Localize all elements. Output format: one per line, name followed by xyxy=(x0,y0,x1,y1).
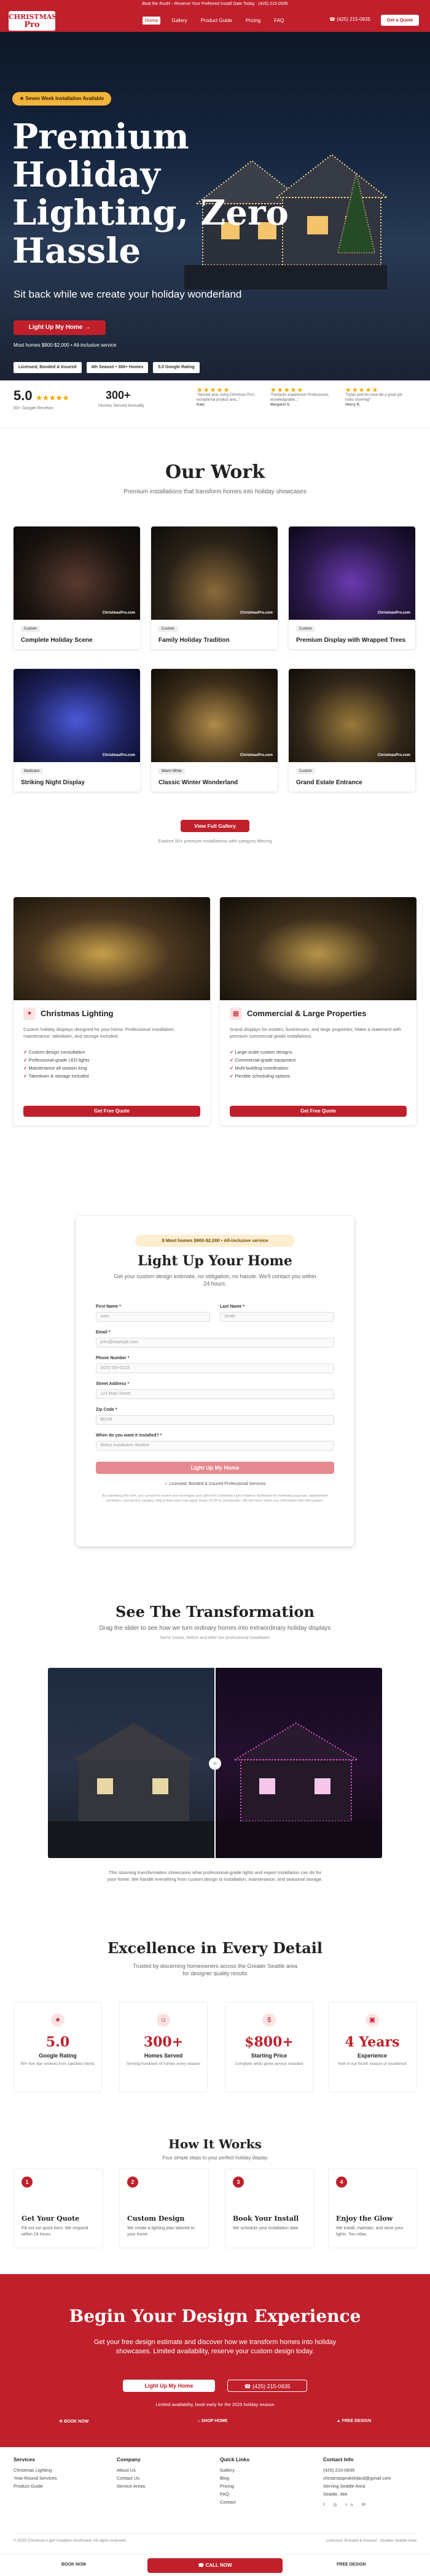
image-watermark: ChristmasPro.com xyxy=(240,611,273,615)
star-icon: ★ xyxy=(51,2013,64,2027)
nav-phone-text: (425) 215-0935 xyxy=(337,17,370,22)
gallery-card-title: Complete Holiday Scene xyxy=(21,637,93,644)
testimonial-author: Henry R. xyxy=(345,403,361,407)
first-name-label: First Name * xyxy=(96,1305,121,1309)
footer-link[interactable]: Contact xyxy=(220,2499,236,2505)
service-description: Custom holiday displays designed for your home. Professional installation, maintenance, takedown, and storage included. xyxy=(23,1027,175,1039)
rating-value: 5.0 xyxy=(14,388,33,403)
view-gallery-button[interactable]: View Full Gallery xyxy=(181,820,249,832)
feature-item: ✓ Takedown & storage included xyxy=(23,1072,90,1080)
transform-caption: This stunning transformation showcases what professional-grade lights and expert installation can do for your home. We handle everything from custom design to installation, maintenance, and seasonal storage. xyxy=(107,1870,323,1882)
footer-heading: Contact Info xyxy=(323,2456,354,2462)
get-quote-button[interactable]: Get a Quote xyxy=(381,15,419,26)
footer-link[interactable]: Pricing xyxy=(220,2483,234,2489)
footer-link[interactable]: Contact Us xyxy=(117,2475,140,2481)
dollar-icon: $ xyxy=(262,2013,276,2027)
stat-label: Starting Price xyxy=(251,2053,287,2059)
nav-link-home[interactable]: Home xyxy=(143,17,160,25)
quote-form xyxy=(76,1216,354,1546)
excellence-subtitle: Trusted by discerning homeowners across the Greater Seattle area for designer quality results xyxy=(133,1963,297,1976)
service-card-christmas xyxy=(14,897,210,1125)
testimonial xyxy=(270,388,332,407)
stat-card xyxy=(328,2002,416,2092)
announcement-phone[interactable]: (425) 215-0935 xyxy=(258,2,288,6)
form-title: Light Up Your Home xyxy=(138,1253,292,1269)
gallery-image xyxy=(151,526,278,620)
service-image xyxy=(220,897,416,1000)
gallery-card[interactable] xyxy=(14,526,140,649)
after-house-illustration xyxy=(215,1668,382,1858)
gallery-image xyxy=(289,526,415,620)
our-work-title: Our Work xyxy=(165,461,265,483)
logo[interactable] xyxy=(9,11,55,31)
cta-icon-label: SHOP HOME xyxy=(201,2419,228,2423)
price-badge-text: Most homes $800-$2,000 • All-inclusive service xyxy=(165,1238,268,1243)
stat-card xyxy=(225,2002,313,2092)
footer-link[interactable]: Year-Round Services xyxy=(14,2475,57,2481)
announcement-bar: Beat the Rush! - Reserve Your Preferred Install Date Today · (425) 215-0935 xyxy=(0,0,430,9)
cta-button[interactable]: Light Up My Home xyxy=(123,2380,215,2392)
submit-button[interactable]: Light Up My Home xyxy=(96,1462,334,1474)
before-house-illustration xyxy=(48,1668,215,1858)
cta-phone-button[interactable]: ☎ (425) 215-0935 xyxy=(227,2380,307,2392)
gallery-image xyxy=(14,669,140,762)
call-now-button[interactable]: ☎ CALL NOW xyxy=(147,2558,283,2573)
last-name-input[interactable]: Smith xyxy=(220,1312,334,1322)
email-input[interactable]: john@example.com xyxy=(96,1338,334,1348)
legal-note: Licensed, Bonded & Insured xyxy=(326,2539,377,2543)
stat-label: Experience xyxy=(357,2053,388,2059)
gallery-card-title: Family Holiday Tradition xyxy=(158,637,230,644)
feature-item: ✓ Commercial-grade equipment xyxy=(230,1056,295,1064)
call-now-label: CALL NOW xyxy=(205,2563,232,2568)
cta-title: Begin Your Design Experience xyxy=(69,2306,361,2326)
legal-note: Greater Seattle Area xyxy=(380,2539,416,2543)
gallery-tag: Custom xyxy=(21,626,40,632)
stat-card xyxy=(119,2002,208,2092)
star-icons: ★★★★★ xyxy=(36,395,70,402)
service-quote-button[interactable]: Get Free Quote xyxy=(230,1106,407,1117)
before-after-slider[interactable] xyxy=(48,1668,382,1858)
cta-icon-label: FREE DESIGN xyxy=(342,2419,371,2423)
image-watermark: ChristmasPro.com xyxy=(240,754,273,757)
announcement-text: Beat the Rush! - Reserve Your Preferred Install Date Today xyxy=(142,2,255,6)
service-title: Christmas Lighting xyxy=(41,1009,114,1018)
footer-area: Serving Seattle Area xyxy=(323,2483,366,2489)
stat-card xyxy=(14,2002,102,2092)
trust-note: ✓ Licensed, Bonded & Insured Professional Services xyxy=(164,1482,266,1486)
first-name-input[interactable]: John xyxy=(96,1312,210,1322)
footer-bottom: © 2025 Christmas Light Installers Northwest. All rights reserved. Licensed, Bonded & Insured · Greater Seattle Area xyxy=(14,2533,416,2543)
gallery-image xyxy=(14,526,140,620)
feature-item: ✓ Professional-grade LED lights xyxy=(23,1056,90,1064)
calendar-icon: ▣ xyxy=(366,2013,379,2027)
footer-link[interactable]: Gallery xyxy=(220,2467,235,2473)
service-features xyxy=(230,1048,295,1080)
gallery-image xyxy=(289,669,415,762)
footer-quick-links xyxy=(220,2456,249,2506)
phone-label: Phone Number * xyxy=(96,1356,130,1360)
footer-email[interactable]: christmasprokirkland@gmail.com xyxy=(323,2475,391,2481)
stat-subtext: Now in our fourth season of excellence xyxy=(337,2062,407,2066)
footer-link[interactable]: Christmas Lighting xyxy=(14,2467,52,2473)
gallery-card[interactable] xyxy=(289,669,415,792)
hero-cta-button[interactable]: Light Up My Home → xyxy=(14,320,106,335)
gallery-tag: Multicolor xyxy=(21,768,43,774)
gallery-card-title: Classic Winter Wonderland xyxy=(158,779,238,786)
building-icon: ▦ xyxy=(230,1008,242,1020)
before-image xyxy=(48,1668,215,1858)
homes-caption: Homes Served Annually xyxy=(98,404,144,408)
gallery-card[interactable] xyxy=(151,669,278,792)
nav-link-gallery[interactable]: Gallery xyxy=(171,18,187,23)
gallery-tag: Custom xyxy=(158,626,178,632)
testimonial xyxy=(197,388,258,407)
cta-icon-label: BOOK NOW xyxy=(64,2420,89,2424)
availability-badge-text: Seven Week Installation Available xyxy=(25,96,104,101)
users-icon: ☺ xyxy=(157,2013,170,2027)
footer-link[interactable]: FAQ xyxy=(220,2491,230,2497)
transform-subtitle: Drag the slider to see how we turn ordinary homes into extraordinary holiday displays xyxy=(99,1625,331,1632)
timeline-select[interactable]: Select installation timeline xyxy=(96,1441,334,1451)
gallery-card[interactable] xyxy=(14,669,140,792)
step-number: 1 xyxy=(22,2177,33,2188)
footer-phone[interactable]: (425) 215-0935 xyxy=(323,2467,355,2473)
star-icons: ★★★★★ xyxy=(270,387,304,394)
step-title: Custom Design xyxy=(127,2215,185,2223)
footer-heading: Services xyxy=(14,2456,35,2462)
footer-area: Seattle, WA xyxy=(323,2491,348,2497)
stat-value: $800+ xyxy=(244,2034,294,2050)
tree-icon: ▲ FREE DESIGN xyxy=(336,2419,371,2423)
trust-pill: 5.0 Google Rating xyxy=(153,362,200,373)
testimonial-author: Kate xyxy=(197,403,205,407)
footer-link[interactable]: About Us xyxy=(117,2467,136,2473)
step-description: We install, maintain, and store your lights. You relax. xyxy=(336,2226,404,2237)
stat-label: Homes Served xyxy=(144,2053,183,2059)
stat-subtext: 80+ five star reviews from satisfied clients xyxy=(20,2062,95,2066)
nav-link-product-guide[interactable]: Product Guide xyxy=(200,18,232,23)
nav-phone[interactable]: ☎ (425) 215-0935 xyxy=(329,17,370,22)
book-now-link[interactable]: BOOK NOW xyxy=(61,2563,87,2567)
trust-pill: Licensed, Bonded & Insured xyxy=(14,362,82,373)
trust-pill: 4th Season • 300+ Homes xyxy=(87,362,149,373)
step-description: Fill out our quick form. We respond within 24 hours. xyxy=(22,2226,88,2237)
after-image xyxy=(215,1668,382,1858)
hero-title: Premium Holiday Lighting, Zero Hassle xyxy=(12,117,289,271)
gallery-card-title: Grand Estate Entrance xyxy=(296,779,362,786)
step-title: Book Your Install xyxy=(233,2215,299,2223)
feature-item: ✓ Multi-building coordination xyxy=(230,1064,295,1072)
gallery-tag: Custom xyxy=(296,768,315,774)
last-name-label: Last Name * xyxy=(220,1305,245,1309)
footer-link[interactable]: Blog xyxy=(220,2475,230,2481)
hero-price-note: Most homes $800-$2,000 • All-inclusive service xyxy=(14,342,117,348)
gallery-image xyxy=(151,669,278,762)
step-number: 4 xyxy=(336,2177,347,2188)
star-icons: ★★★★★ xyxy=(345,387,379,394)
our-work-subtitle: Premium installations that transform homes into holiday showcases xyxy=(123,488,307,495)
zip-label: Zip Code * xyxy=(96,1408,117,1412)
rating-score xyxy=(14,388,69,404)
cta-note: Limited availability, book early for the 2025 holiday season xyxy=(155,2402,275,2407)
phone-input[interactable]: (425) 555-0123 xyxy=(96,1363,334,1373)
footer-contact xyxy=(323,2456,391,2509)
email-label: Email * xyxy=(96,1330,111,1335)
feature-item: ✓ Flexible scheduling options xyxy=(230,1072,295,1080)
main-nav xyxy=(0,9,430,32)
transform-title: See The Transformation xyxy=(115,1603,315,1621)
star-icons: ★★★★★ xyxy=(197,387,230,394)
stat-value: 5.0 xyxy=(45,2034,70,2050)
stat-label: Google Rating xyxy=(39,2053,77,2059)
address-input[interactable]: 123 Main Street xyxy=(96,1389,334,1399)
homes-count: 300+ xyxy=(106,389,131,401)
service-description: Grand displays for estates, businesses, and large properties. Make a statement with premium commercial-grade installations. xyxy=(230,1027,401,1039)
cta-section xyxy=(0,2274,430,2447)
stat-subtext: Complete white glove service included xyxy=(235,2062,303,2066)
excellence-title: Excellence in Every Detail xyxy=(107,1939,322,1957)
sun-icon: ☀ BOOK NOW xyxy=(59,2420,89,2424)
testimonial xyxy=(345,388,407,407)
zip-input[interactable]: 98109 xyxy=(96,1415,334,1425)
footer-link[interactable]: Product Guide xyxy=(14,2483,43,2489)
gallery-card[interactable] xyxy=(151,526,278,649)
service-quote-button[interactable]: Get Free Quote xyxy=(23,1106,200,1117)
gallery-note: Explore 50+ premium installations with category filtering xyxy=(158,838,272,844)
price-badge: $ Most homes $800-$2,000 • All-inclusive service xyxy=(135,1235,295,1247)
feature-item: ✓ Maintenance all season long xyxy=(23,1064,90,1072)
hero-subtitle: Sit back while we create your holiday wonderland xyxy=(14,288,242,300)
how-title: How It Works xyxy=(168,2137,262,2151)
gallery-card[interactable] xyxy=(289,526,415,649)
cta-text: Get your free design estimate and discover how we transform homes into holiday showcases. Limited availability, reserve your custom design today. xyxy=(93,2339,337,2355)
footer-heading: Company xyxy=(117,2456,141,2462)
free-design-link[interactable]: FREE DESIGN xyxy=(337,2563,366,2567)
gallery-card-title: Striking Night Display xyxy=(21,779,85,786)
logo-text: CHRISTMAS xyxy=(9,13,57,21)
cta-phone-text: (425) 215-0935 xyxy=(252,2383,291,2389)
feature-item: ✓ Large-scale custom designs xyxy=(230,1048,295,1056)
testimonial-author: Margaret S. xyxy=(270,403,291,407)
timeline-label: When do you want it installed? * xyxy=(96,1433,162,1438)
footer-heading: Quick Links xyxy=(220,2456,250,2462)
availability-badge: ★ Seven Week Installation Available xyxy=(12,92,111,106)
cta-icon-row xyxy=(59,2419,371,2424)
nav-link-faq[interactable]: FAQ xyxy=(274,18,284,23)
hero-trust-pills xyxy=(14,362,200,373)
logo-subtext: Pro xyxy=(24,20,40,29)
stat-value: 4 Years xyxy=(345,2034,400,2050)
step-number: 3 xyxy=(233,2177,244,2188)
service-image xyxy=(14,897,210,1000)
testimonial-text: "Fantastic experience! Professional, knowledgeable..." xyxy=(270,393,329,402)
how-subtitle: Four simple steps to your perfect holiday display xyxy=(162,2155,268,2161)
transform-note: Same house, before and after our professional installation xyxy=(160,1636,270,1640)
image-watermark: ChristmasPro.com xyxy=(102,754,135,757)
gallery-tag: Custom xyxy=(296,626,315,632)
trust-note-text: Licensed, Bonded & Insured Professional Services xyxy=(169,1482,266,1486)
stat-value: 300+ xyxy=(143,2034,184,2050)
consent-text: By submitting this form, you consent to receive text messages and calls from Christmas Light Installers Northwest for marketing purposes, appointment reminders, and service updates. Msg & data rates may apply. Reply STOP to unsubscribe. We will never share your information with third parties. xyxy=(102,1494,328,1503)
service-card-commercial xyxy=(220,897,416,1125)
nav-link-pricing[interactable]: Pricing xyxy=(245,18,261,23)
address-label: Street Address * xyxy=(96,1382,130,1386)
mobile-action-bar xyxy=(0,2554,430,2576)
step-card xyxy=(119,2169,209,2248)
step-card xyxy=(225,2169,315,2248)
step-title: Enjoy the Glow xyxy=(336,2215,393,2223)
testimonial-text: "Dylan and his crew did a great job, looks stunning!" xyxy=(345,393,404,402)
feature-item: ✓ Custom design consultation xyxy=(23,1048,90,1056)
step-title: Get Your Quote xyxy=(22,2215,80,2223)
testimonial-text: "Second year using Christmas Pro! - exceptional product and..." xyxy=(197,393,256,402)
nav-links xyxy=(143,17,286,25)
form-subtitle: Get your custom design estimate, no obligation, no hassle. We'll contact you within 24 hours. xyxy=(114,1273,316,1287)
step-card xyxy=(328,2169,418,2248)
gallery-tag: Warm White xyxy=(158,768,185,774)
hero-cta-label: Light Up My Home xyxy=(28,324,83,331)
footer-link[interactable]: Service Areas xyxy=(117,2483,146,2489)
tree-icon: ✦ xyxy=(23,1008,36,1020)
home-icon: ⌂ SHOP HOME xyxy=(197,2419,228,2423)
step-description: We create a lighting plan tailored to your home. xyxy=(127,2226,195,2237)
image-watermark: ChristmasPro.com xyxy=(377,611,410,615)
gallery-card-title: Premium Display with Wrapped Trees xyxy=(296,637,406,644)
step-number: 2 xyxy=(127,2177,138,2188)
service-features xyxy=(23,1048,90,1080)
social-icons[interactable]: f ◎ in ✉ xyxy=(323,2502,370,2507)
step-card xyxy=(14,2169,103,2248)
stat-subtext: Serving hundreds of homes every season xyxy=(127,2062,200,2066)
hero xyxy=(0,32,430,380)
step-description: We schedule your installation date. xyxy=(233,2226,300,2231)
image-watermark: ChristmasPro.com xyxy=(377,754,410,757)
footer-company xyxy=(117,2456,145,2490)
slider-handle-icon[interactable]: ‹› xyxy=(209,1757,221,1770)
footer-services xyxy=(14,2456,57,2490)
rating-caption: 80+ Google Reviews xyxy=(14,406,53,411)
service-title: Commercial & Large Properties xyxy=(247,1009,367,1018)
image-watermark: ChristmasPro.com xyxy=(102,611,135,615)
copyright: © 2025 Christmas Light Installers Northwest. All rights reserved. xyxy=(14,2539,127,2543)
